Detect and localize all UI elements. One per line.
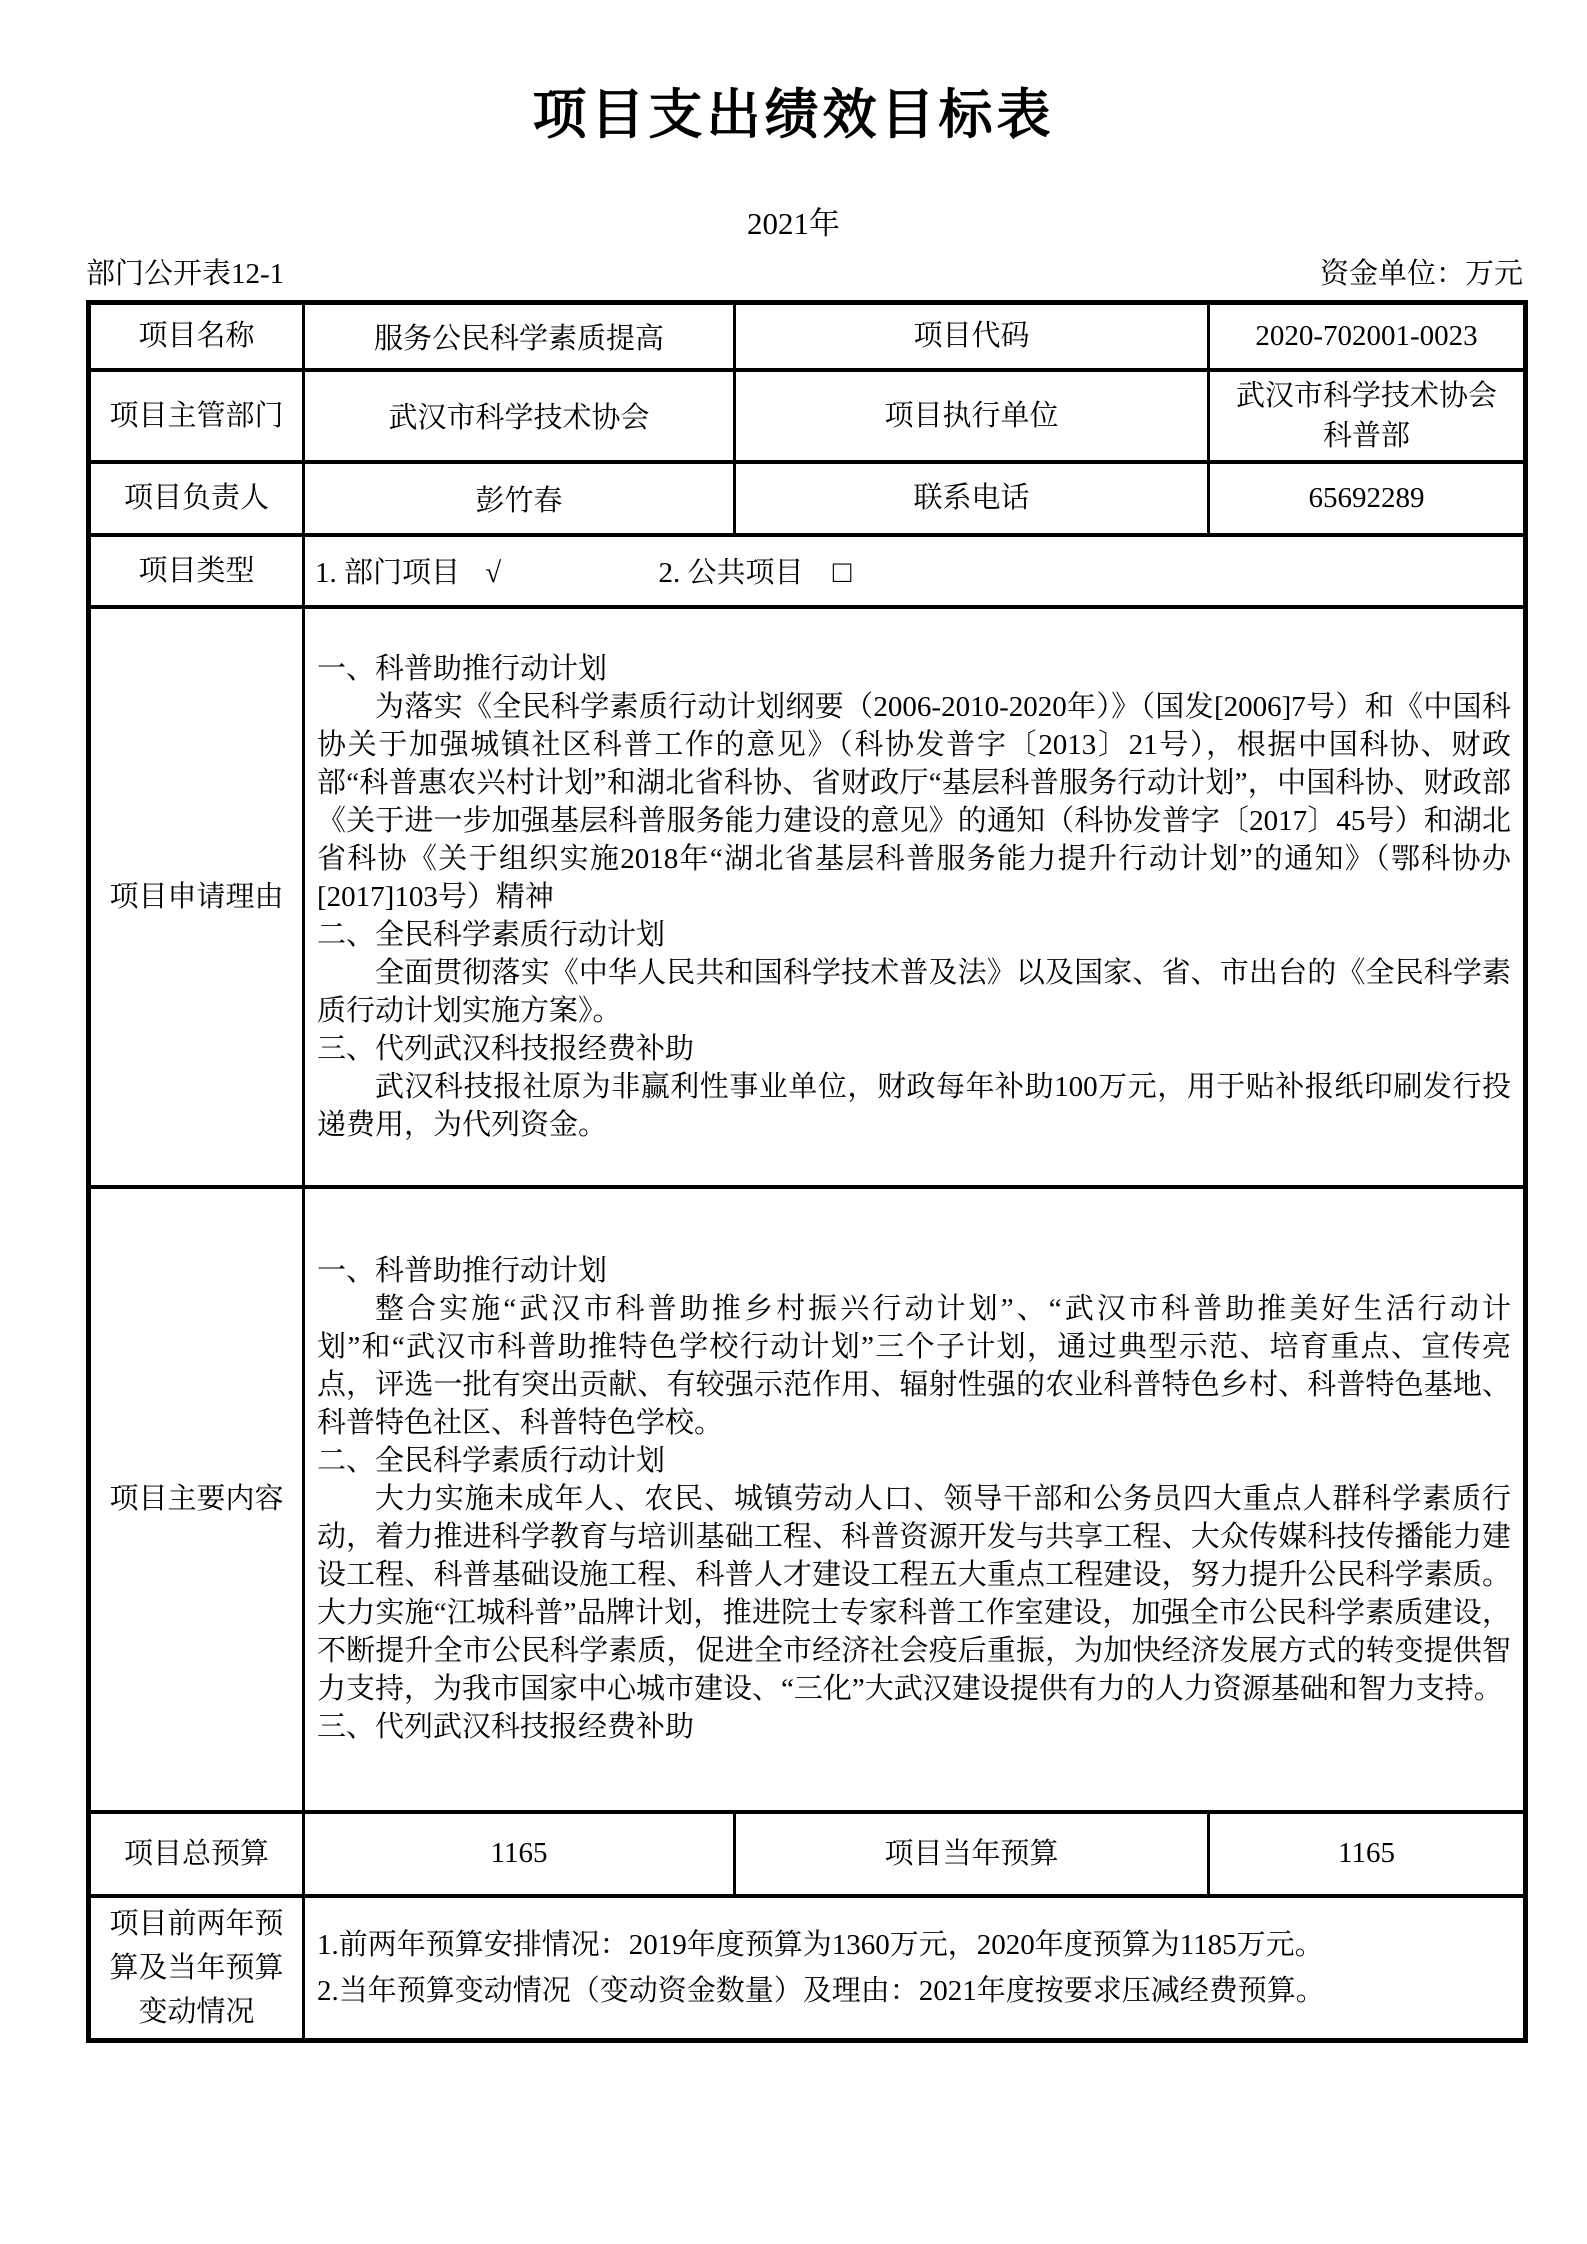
- meta-row: [86, 256, 1523, 292]
- current-budget-value: 1165: [1209, 1812, 1526, 1896]
- exec-unit-value: [1209, 370, 1526, 462]
- fund-unit-note: 资金单位：万元: [1319, 258, 1523, 290]
- row-application-reason: [89, 607, 1526, 1187]
- sheet-number: 部门公开表12-1: [86, 258, 285, 290]
- leader-label: 项目负责人: [89, 462, 304, 535]
- empty-checkbox-icon: □: [832, 554, 852, 589]
- project-type-options: [304, 535, 1526, 607]
- exec-unit-label: 项目执行单位: [735, 370, 1209, 462]
- row-main-content: [89, 1187, 1526, 1812]
- main-content-content: [304, 1187, 1526, 1812]
- paragraph-line: 三、代列武汉科技报经费补助: [317, 1032, 695, 1065]
- budget-history-label: 项目前两年预算及当年预算变动情况: [89, 1896, 304, 2041]
- paragraph-line: 二、全民科学素质行动计划: [317, 918, 666, 951]
- application-reason-label: 项目申请理由: [89, 607, 304, 1187]
- paragraph-line: 三、代列武汉科技报经费补助: [317, 1711, 695, 1743]
- project-name-label: 项目名称: [89, 303, 304, 370]
- leader-value: 彭竹春: [304, 462, 735, 535]
- row-project-name: [89, 303, 1526, 370]
- document-title: 项目支出绩效目标表: [532, 85, 1055, 145]
- paragraph-line: 一、科普助推行动计划: [317, 1255, 608, 1287]
- exec-unit-line-1: 武汉市科学技术协会: [1235, 379, 1497, 412]
- row-leader: [89, 462, 1526, 535]
- project-code-value: 2020-702001-0023: [1209, 303, 1526, 370]
- paragraph-line: 2.当年预算变动情况（变动资金数量）及理由：2021年度按要求压减经费预算。: [317, 1974, 1325, 2007]
- budget-history-content: [304, 1896, 1526, 2041]
- row-project-type: [89, 535, 1526, 607]
- document-year: 2021年: [747, 206, 840, 241]
- application-reason-paragraphs: [317, 650, 1511, 1144]
- project-type-label: 项目类型: [89, 535, 304, 607]
- project-name-value: 服务公民科学素质提高: [304, 303, 735, 370]
- paragraph-line: 1.前两年预算安排情况：2019年度预算为1360万元，2020年度预算为1185万元。: [317, 1928, 1324, 1961]
- project-code-label: 项目代码: [735, 303, 1209, 370]
- type-option-1-label: 1. 部门项目: [315, 557, 461, 589]
- main-content-label: 项目主要内容: [89, 1187, 304, 1812]
- paragraph-line: 为落实《全民科学素质行动计划纲要（2006-2010-2020年）》（国发[2006]7号）和《中国科协关于加强城镇社区科普工作的意见》（科协发普字〔2013〕21号），根据中国科协、财政部“科普惠农兴村计划”和湖北省科协、省财政厅“基层科普服务行动计划”，中国科协、财政部《关于进一步加强基层科普服务能力建设的意见》的通知（科协发普字〔2017〕45号）和湖北省科协《关于组织实施2018年“湖北省基层科普服务能力提升行动计划”的通知》（鄂科协办[2017]103号）精神: [317, 690, 1511, 913]
- main-content-paragraphs: [317, 1252, 1511, 1746]
- row-department: [89, 370, 1526, 462]
- dept-value: 武汉市科学技术协会: [304, 370, 735, 462]
- dept-label: 项目主管部门: [89, 370, 304, 462]
- paragraph-line: 大力实施未成年人、农民、城镇劳动人口、领导干部和公务员四大重点人群科学素质行动，着力推进科学教育与培训基础工程、科普资源开发与共享工程、大众传媒科技传播能力建设工程、科普基础设施工程、科普人才建设工程五大重点工程建设，努力提升公民科学素质。 大力实施“江城科普”品牌计划，推进院士专家科普工作室建设，加强全市公民科学素质建设，不断提升全市公民科学素质，促进全市经济社会疫后重振，为加快经济发展方式的转变提供智力支持，为我市国家中心城市建设、“三化”大武汉建设提供有力的人力资源基础和智力支持。: [317, 1483, 1511, 1705]
- checkmark-icon: √: [485, 557, 502, 589]
- paragraph-line: 二、全民科学素质行动计划: [317, 1445, 666, 1477]
- row-budget: [89, 1812, 1526, 1896]
- application-reason-content: [304, 607, 1526, 1187]
- paragraph-line: 全面贯彻落实《中华人民共和国科学技术普及法》以及国家、省、市出台的《全民科学素质行动计划实施方案》。: [317, 956, 1511, 1027]
- paragraph-line: 整合实施“武汉市科普助推乡村振兴行动计划”、“武汉市科普助推美好生活行动计划”和“武汉市科普助推特色学校行动计划”三个子计划，通过典型示范、培育重点、宣传亮点，评选一批有突出贡献、有较强示范作用、辐射性强的农业科普特色乡村、科普特色基地、科普特色社区、科普特色学校。: [317, 1293, 1511, 1439]
- total-budget-label: 项目总预算: [89, 1812, 304, 1896]
- phone-label: 联系电话: [735, 462, 1209, 535]
- performance-target-table: [86, 300, 1528, 2043]
- current-budget-label: 项目当年预算: [735, 1812, 1209, 1896]
- paragraph-line: 一、科普助推行动计划: [317, 652, 608, 685]
- exec-unit-line-2: 科普部: [1322, 419, 1410, 452]
- paragraph-line: 武汉科技报社原为非赢利性事业单位，财政每年补助100万元，用于贴补报纸印刷发行投递费用，为代列资金。: [317, 1070, 1511, 1141]
- total-budget-value: 1165: [304, 1812, 735, 1896]
- budget-history-lines: [317, 1922, 1511, 2014]
- row-budget-history: [89, 1896, 1526, 2041]
- phone-value: 65692289: [1209, 462, 1526, 535]
- type-option-2-label: 2. 公共项目: [658, 557, 804, 589]
